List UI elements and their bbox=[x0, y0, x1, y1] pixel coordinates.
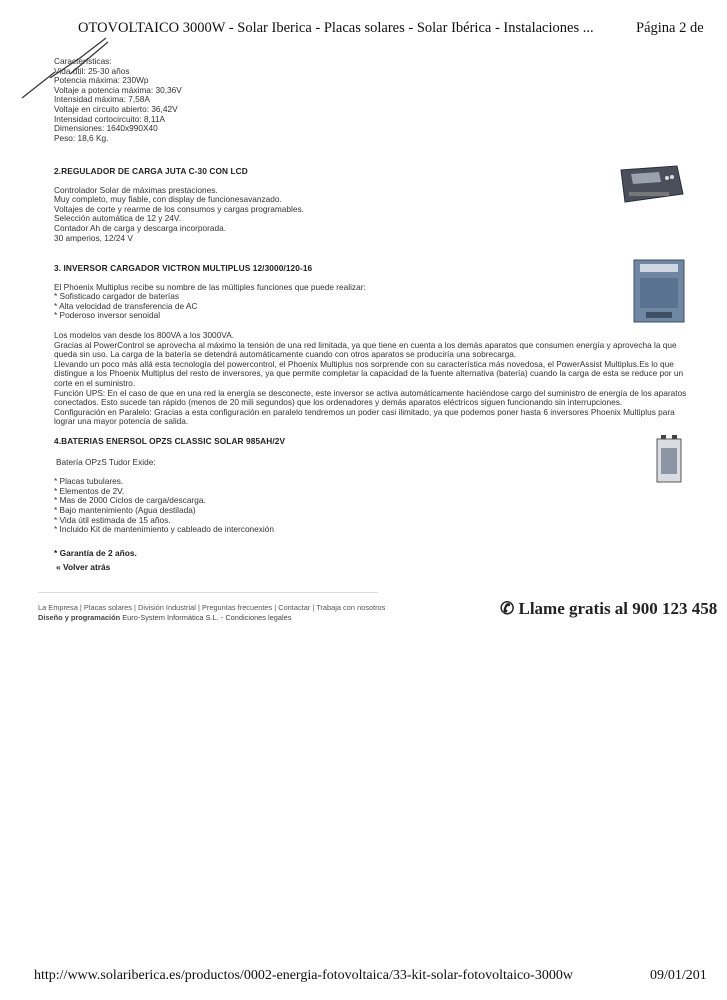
feature-bullet: * Bajo mantenimiento (Agua destilada) bbox=[54, 504, 196, 515]
feature-bullet: * Incluido Kit de mantenimiento y cableado de interconexión bbox=[54, 524, 275, 535]
section-inverter bbox=[54, 264, 694, 427]
print-date: 09/01/201 bbox=[650, 968, 707, 983]
footer-link-division-industrial[interactable]: División Industrial bbox=[137, 603, 196, 612]
footer-link-placas-solares[interactable]: Placas solares bbox=[83, 603, 132, 612]
section-paragraph: Los modelos van desde los 800VA a los 3000VA. bbox=[54, 329, 235, 340]
feature-bullet: * Sofisticado cargador de baterías bbox=[54, 291, 179, 302]
page-number: Página 2 de bbox=[636, 20, 704, 36]
footer-link-contactar[interactable]: Contactar bbox=[278, 603, 311, 612]
spec-line: Voltaje a potencia máxima: 30,36V bbox=[54, 84, 182, 95]
section-intro: El Phoenix Multiplus recibe su nombre de las múltiples funciones que puede realizar: bbox=[54, 281, 366, 292]
spec-line: Intensidad máxima: 7,58A bbox=[54, 94, 150, 105]
spec-line: Características: bbox=[54, 56, 112, 66]
feature-bullet: * Placas tubulares. bbox=[54, 476, 124, 487]
section-line: Controlador Solar de máximas prestaciones. bbox=[54, 184, 218, 195]
print-url: http://www.solariberica.es/productos/0002-energia-fotovoltaica/33-kit-solar-fotovoltaico-3000w bbox=[34, 968, 573, 983]
feature-bullet: * Elementos de 2V. bbox=[54, 485, 125, 496]
section-title: 2.REGULADOR DE CARGA JUTA C-30 CON LCD bbox=[54, 166, 248, 176]
section-title: 3. INVERSOR CARGADOR VICTRON MULTIPLUS 12/3000/120-16 bbox=[54, 263, 313, 273]
spec-line: Voltaje en circuito abierto: 36,42V bbox=[54, 103, 178, 114]
section-line: Voltajes de corte y rearme de los consumos y cargas programables. bbox=[54, 203, 304, 214]
section-paragraph: Llevando un poco más allá esta tecnología del powercontrol, el Phoenix Multiplus nos sorprende con su característica más novedosa, el PowerAssist Multiplus.Es lo que distingue a los Phoenix Multiplus del resto de inversores, ya que permite completar la capacidad de la fuente alternativa (batería) cuando la carga de esta se reduce por un corte en el suministro. bbox=[54, 358, 684, 388]
spec-line: Peso: 18,6 Kg. bbox=[54, 132, 109, 143]
section-line: Muy completo, muy fiable, con display de funcionesavanzado. bbox=[54, 194, 282, 205]
section-paragraph: Función UPS: En el caso de que en una red la energía se desconecte, este inversor se activa automáticamente haciéndose cargo del suministro de energía de los aparatos conectados. Esto sucede tan rápido (menos de 20 mili segundos) que los ordenadores y demás aparatos eléctricos siguen funcionando sin interrupciones. bbox=[54, 387, 687, 408]
panel-specs bbox=[54, 57, 182, 143]
credits-separator: - bbox=[218, 613, 226, 622]
warranty-note: * Garantía de 2 años. bbox=[54, 548, 137, 558]
section-title: 4.BATERIAS ENERSOL OPZS CLASSIC SOLAR 985AH/2V bbox=[54, 436, 286, 446]
section-paragraph: Gracias al PowerControl se aprovecha al máximo la tensión de una red limitada, ya que tiene en cuenta a los demás aparatos que consumen energía y aprovecha la que queda sin uso. La carga de la batería se detendrá automáticamente cuando con otros aparatos se produciría una sobrecarga. bbox=[54, 339, 677, 360]
inverter-image bbox=[632, 258, 686, 324]
section-batteries bbox=[54, 437, 285, 535]
feature-bullet: * Mas de 2000 Ciclos de carga/descarga. bbox=[54, 495, 206, 506]
section-line: Contador Ah de carga y descarga incorporada. bbox=[54, 222, 227, 233]
footer-link-trabaja[interactable]: Trabaja con nosotros bbox=[316, 603, 386, 612]
page-header-title: OTOVOLTAICO 3000W - Solar Iberica - Placas solares - Solar Ibérica - Instalaciones ... bbox=[78, 20, 594, 36]
footer-nav: La Empresa | Placas solares | División Industrial | Preguntas frecuentes | Contactar | Trabaja con nosotros bbox=[38, 603, 386, 612]
section-subtitle: Batería OPzS Tudor Exide: bbox=[56, 456, 156, 467]
section-line: 30 amperios, 12/24 V bbox=[54, 232, 133, 243]
spec-line: Intensidad cortocircuito: 8,11A bbox=[54, 113, 165, 124]
spec-line: Vida útil: 25-30 años bbox=[54, 65, 130, 76]
footer-link-empresa[interactable]: La Empresa bbox=[38, 603, 78, 612]
spec-line: Dimensiones: 1640x990X40 bbox=[54, 123, 158, 134]
footer-credits bbox=[38, 613, 291, 622]
feature-bullet: * Vida útil estimada de 15 años. bbox=[54, 514, 171, 525]
design-label: Diseño y programación bbox=[38, 613, 121, 622]
design-company: Euro-System Informática S.L. bbox=[122, 613, 219, 622]
charge-regulator-image bbox=[615, 164, 685, 206]
section-paragraph: Configuración en Paralelo: Gracias a esta configuración en paralelo tendremos un poder casi ilimitado, ya que podemos poner hasta 6 inversores Phoenix Multiplus para lograr una mayor potencia de salida. bbox=[54, 406, 675, 427]
section-charge-regulator bbox=[54, 167, 304, 243]
feature-bullet: * Poderoso inversor senoidal bbox=[54, 310, 161, 321]
back-link[interactable]: « Volver atrás bbox=[56, 562, 111, 572]
feature-bullet: * Alta velocidad de transferencia de AC bbox=[54, 300, 198, 311]
legal-link[interactable]: Condiciones legales bbox=[225, 613, 292, 622]
spec-line: Potencia máxima: 230Wp bbox=[54, 75, 149, 86]
footer-divider bbox=[38, 592, 378, 593]
section-line: Selección automática de 12 y 24V. bbox=[54, 213, 181, 224]
footer-link-preguntas[interactable]: Preguntas frecuentes bbox=[201, 603, 273, 612]
free-phone-banner: ✆ Llame gratis al 900 123 458 bbox=[500, 599, 718, 618]
battery-image bbox=[654, 434, 684, 484]
